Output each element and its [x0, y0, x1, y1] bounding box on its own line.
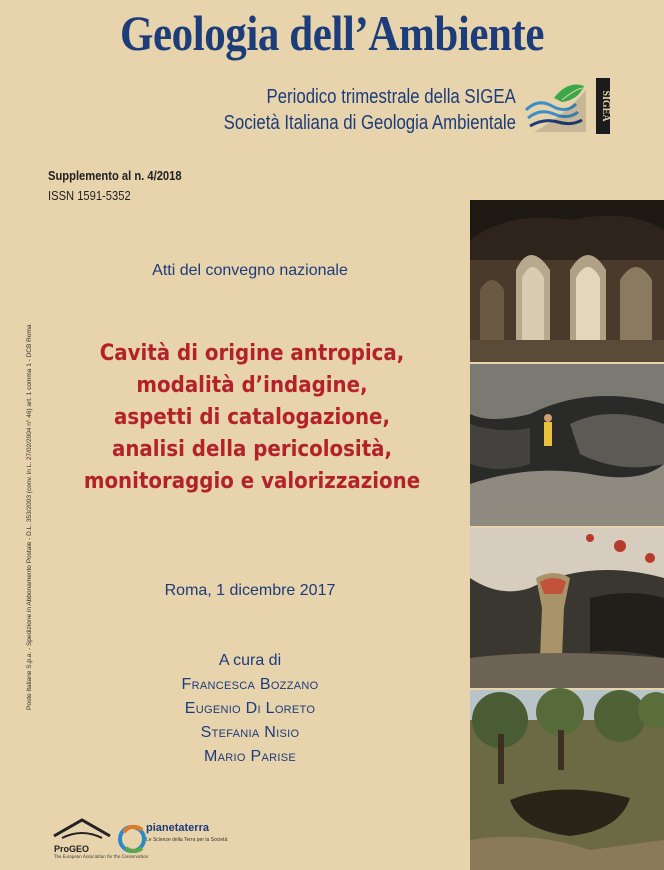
photo-carved-cave — [470, 200, 664, 362]
pianeta-terra-label: pianetaterra — [146, 822, 209, 834]
editor-name: Francesca Bozzano — [181, 676, 319, 693]
issn: ISSN 1591-5352 — [48, 188, 131, 203]
supplement-number: Supplemento al n. 4/2018 — [48, 168, 182, 183]
postal-text: Poste Italiane S.p.a. - Spedizione in Abbonamento Postale - D.L. 353/2003 (conv. in L. 27/02/2004 n° 46) art. 1 comma 1 - DCB Roma — [26, 324, 33, 710]
pianeta-terra-subtitle: Le Scienze della Terra per la Società — [146, 837, 228, 843]
photo-dark-cave — [470, 364, 664, 526]
photo-painted-pillar-cave — [470, 528, 664, 688]
sigea-logo — [524, 76, 614, 136]
journal-subtitle-2: Società Italiana di Geologia Ambientale — [223, 112, 516, 134]
svg-text:The European Association for t: The European Association for the Conservation — [54, 854, 149, 859]
title-line: modalità d’indagine, — [136, 373, 368, 398]
journal-title: Geologia dell’Ambiente — [119, 5, 545, 61]
conference-date: Roma, 1 dicembre 2017 — [164, 582, 336, 599]
editor-name: Eugenio Di Loreto — [184, 700, 316, 717]
curated-by-label: A cura di — [218, 652, 282, 669]
progeo-label: ProGEO — [54, 844, 90, 854]
logo-text: SIGEA — [600, 90, 611, 122]
journal-subtitle-1: Periodico trimestrale della SIGEA — [266, 86, 516, 108]
editor-name: Stefania Nisio — [200, 724, 300, 741]
title-line: Cavità di origine antropica, — [99, 341, 405, 366]
title-line: aspetti di catalogazione, — [113, 405, 391, 430]
progeo-logo — [48, 814, 149, 862]
title-line: analisi della pericolosità, — [111, 437, 393, 462]
photo-olive-grove-sinkhole — [470, 690, 664, 870]
editor-name: Mario Parise — [204, 748, 296, 765]
conference-intro: Atti del convegno nazionale — [152, 262, 348, 279]
title-line: monitoraggio e valorizzazione — [83, 469, 421, 494]
proceedings-title — [22, 338, 482, 498]
